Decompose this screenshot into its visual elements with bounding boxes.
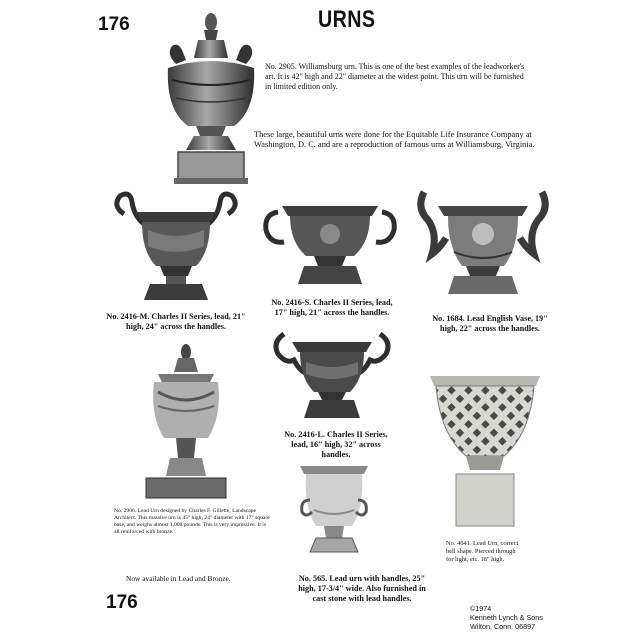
copyright-location: Wilton, Conn. 06897 <box>470 622 536 631</box>
caption-1684: No. 1684. Lead English Vase, 19" high, 22" across the handles. <box>432 314 548 333</box>
caption-4641: No. 4641. Lead Urn, correct bell shape. Pierced through for light, etc. 18" high. <box>446 540 519 563</box>
urn-4641-image <box>426 372 544 530</box>
caption-2906: No. 2906. Lead Urn designed by Charles F. Gillette, Landscape Architect. This massive urn is 45" high, 24" diameter with 17" square base, and weighs almost 1,000 pounds. This is very impressive. It is all reinforced with bronze. <box>114 508 270 535</box>
page-number-bottom: 176 <box>106 592 138 613</box>
urn-2906-image <box>144 344 228 502</box>
availability-note: Now available in Lead and Bronze. <box>126 574 231 583</box>
urn-1684-image <box>414 182 552 312</box>
copyright-year: ©1974 <box>470 604 492 613</box>
caption-2416-m: No. 2416-M. Charles II Series, lead, 21" high, 24" across the handles. <box>106 312 246 331</box>
urn-565-image <box>296 460 372 570</box>
urn-2416-s-image <box>262 196 398 296</box>
urn-2416-l-image <box>270 328 394 426</box>
page-number-top: 176 <box>98 14 130 35</box>
williamsburg-note: These large, beautiful urns were done for the Equitable Life Insurance Company at Washington, D. C. and are a reproduction of famous urns at Williamsburg, Virginia. <box>254 130 535 149</box>
caption-565: No. 565. Lead urn with handles, 25" high, 17-3/4" wide. Also furnished in cast stone with lead handles. <box>298 574 426 603</box>
urn-2416-m-image <box>112 192 240 310</box>
williamsburg-caption: No. 2905. Williamsburg urn. This is one of the best examples of the leadworker's art. It is 42" high and 22" diameter at the widest point. This urn will be furnished in limited edition only. <box>265 62 525 91</box>
copyright-company: Kenneth Lynch & Sons <box>470 613 543 622</box>
caption-2416-l: No. 2416-L. Charles II Series, lead, 16" high, 32" across handles. <box>284 430 388 459</box>
caption-2416-s: No. 2416-S. Charles II Series, lead, 17" high, 21" across the handles. <box>271 298 393 317</box>
page-title: URNS <box>318 6 376 33</box>
williamsburg-urn-image <box>158 12 264 186</box>
